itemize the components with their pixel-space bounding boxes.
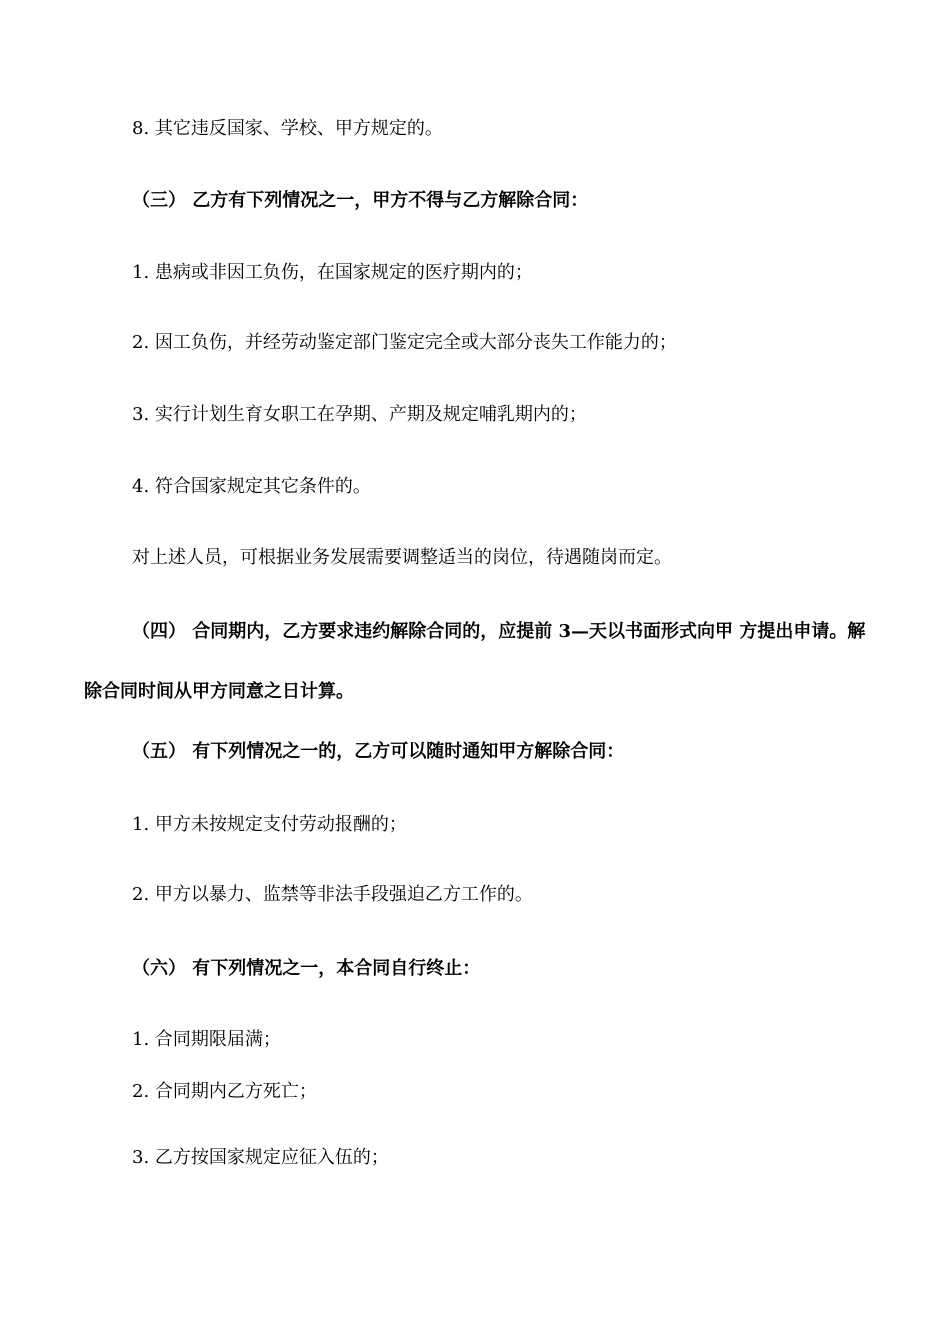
list-item-3c: 3. 乙方按国家规定应征入伍的； [132,1147,389,1168]
list-item-1b: 1. 甲方未按规定支付劳动报酬的； [132,814,407,835]
list-item-2b: 2. 甲方以暴力、监禁等非法手段强迫乙方工作的。 [132,884,533,905]
section-heading-4: （四） 合同期内，乙方要求违约解除合同的，应提前 3—天以书面形式向甲 方提出申请。解除合同时间从甲方同意之日计算。 [84,621,866,702]
list-item-4: 4. 符合国家规定其它条件的。 [132,476,371,497]
list-item-3: 3. 实行计划生育女职工在孕期、产期及规定哺乳期内的； [132,404,587,425]
list-item-1: 1. 患病或非因工负伤，在国家规定的医疗期内的； [132,262,533,283]
list-item-2c: 2. 合同期内乙方死亡； [132,1081,317,1102]
list-item-2: 2. 因工负伤，并经劳动鉴定部门鉴定完全或大部分丧失工作能力的； [132,332,677,353]
list-item-1c: 1. 合同期限届满； [132,1029,281,1050]
section-heading-5: （五） 有下列情况之一的，乙方可以随时通知甲方解除合同： [132,741,625,762]
list-item-8: 8. 其它违反国家、学校、甲方规定的。 [132,118,443,139]
section-heading-3: （三） 乙方有下列情况之一，甲方不得与乙方解除合同： [132,190,589,211]
paragraph-note: 对上述人员，可根据业务发展需要调整适当的岗位，待遇随岗而定。 [132,547,672,568]
section-heading-6: （六） 有下列情况之一，本合同自行终止： [132,958,481,979]
